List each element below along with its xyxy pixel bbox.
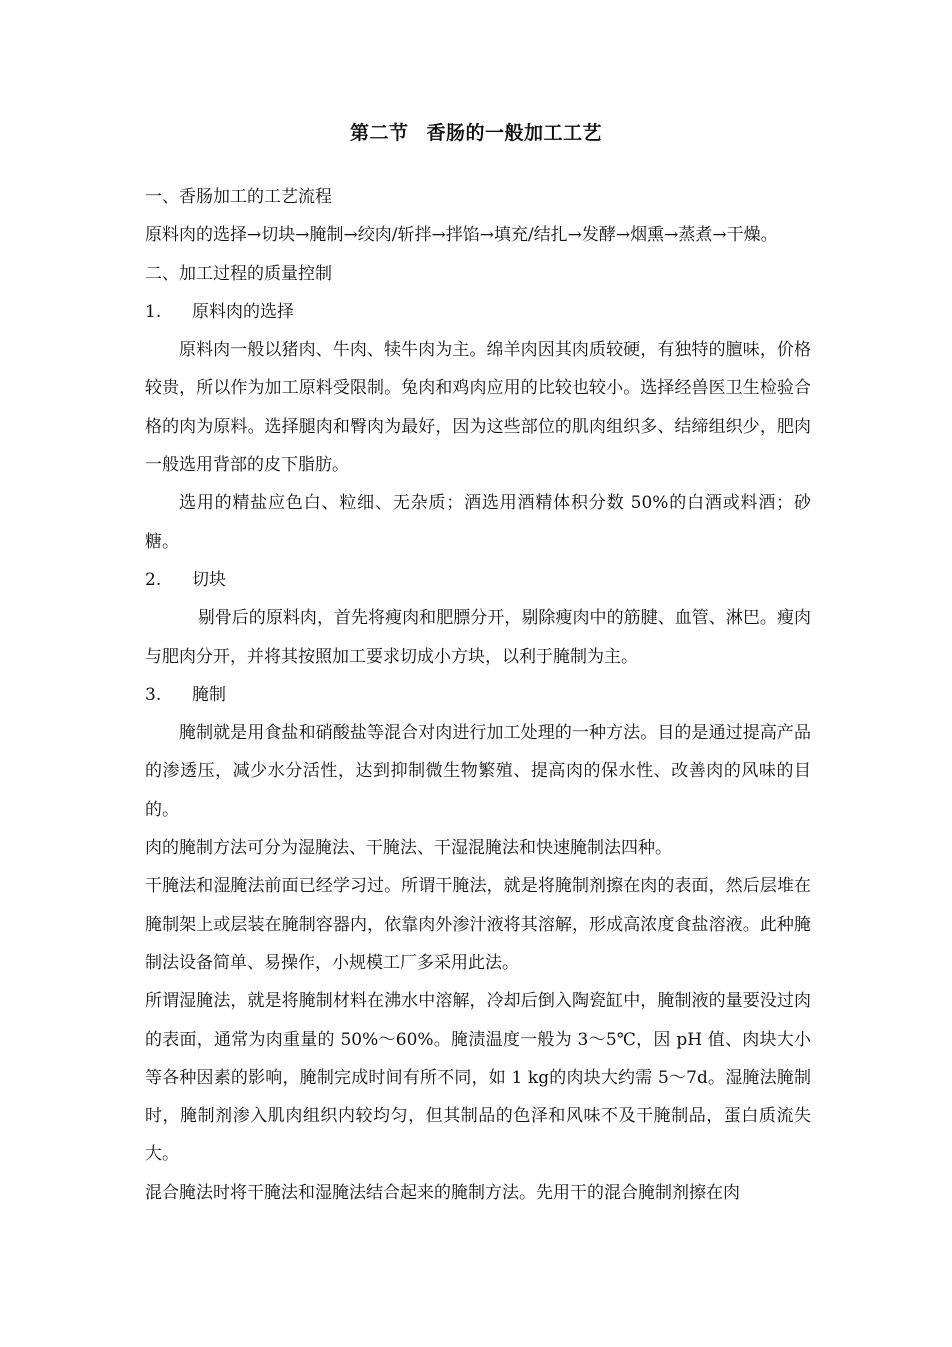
item1-heading: 原料肉的选择 [192,301,294,322]
page-title [0,118,952,145]
item3-heading: 腌制 [192,684,226,705]
title-text: 香肠的一般加工工艺 [426,122,603,144]
item1-heading-row [145,293,811,331]
item1-paragraph-1: 原料肉一般以猪肉、牛肉、犊牛肉为主。绵羊肉因其肉质较硬，有独特的膻味，价格较贵，所以作为加工原料受限制。兔肉和鸡肉应用的比较也较小。选择经兽医卫生检验合格的肉为原料。选择腿肉和臀肉为最好，因为这些部位的肌肉组织多、结缔组织少，肥肉一般选用背部的皮下脂肪。 [145,340,811,476]
section1-flow: 原料肉的选择→切块→腌制→绞肉/斩拌→拌馅→填充/结扎→发酵→烟熏→蒸煮→干燥。 [145,225,778,246]
item1-paragraph-2: 选用的精盐应色白、粒细、无杂质；酒选用酒精体积分数 50%的白酒或料酒；砂糖。 [145,493,811,552]
section1-heading: 一、香肠加工的工艺流程 [145,187,332,207]
document-body [145,178,811,1212]
section2-heading: 二、加工过程的质量控制 [145,263,332,284]
item3-paragraph-2: 肉的腌制方法可分为湿腌法、干腌法、干湿混腌法和快速腌制法四种。 [145,838,672,859]
item3-paragraph-1: 腌制就是用食盐和硝酸盐等混合对肉进行加工处理的一种方法。目的是通过提高产品的渗透压，减少水分活性，达到抑制微生物繁殖、提高肉的保水性、改善肉的风味的目的。 [145,723,811,820]
item3-paragraph-3: 干腌法和湿腌法前面已经学习过。所谓干腌法，就是将腌制剂擦在肉的表面，然后层堆在腌制架上或层装在腌制容器内，依靠肉外渗汁液将其溶解，形成高浓度食盐溶液。此种腌制法设备简单、易操作，小规模工厂多采用此法。 [145,876,811,973]
item3-number: 3. [145,684,162,705]
item2-heading: 切块 [192,569,226,590]
item3-heading-row [145,676,811,714]
item3-paragraph-4: 所谓湿腌法，就是将腌制材料在沸水中溶解，冷却后倒入陶瓷缸中，腌制液的量要没过肉的表面，通常为肉重量的 50%～60%。腌渍温度一般为 3～5℃，因 pH 值、肉块大小等各种因素的影响，腌制完成时间有所不同，如 1 kg的肉块大约需 5～7d。湿腌法腌制时，腌制剂渗入肌肉组织内较均匀，但其制品的色泽和风味不及干腌制品，蛋白质流失大。 [145,991,811,1165]
item2-heading-row [145,561,811,599]
item2-paragraph-1: 剔骨后的原料肉，首先将瘦肉和肥膘分开，剔除瘦肉中的筋腱、血管、淋巴。瘦肉与肥肉分开，并将其按照加工要求切成小方块，以利于腌制为主。 [145,608,811,667]
item1-number: 1. [145,301,162,322]
item2-number: 2. [145,569,162,590]
item3-paragraph-5: 混合腌法时将干腌法和湿腌法结合起来的腌制方法。先用干的混合腌制剂擦在肉 [145,1182,740,1203]
title-section-number: 第二节 [349,122,409,144]
